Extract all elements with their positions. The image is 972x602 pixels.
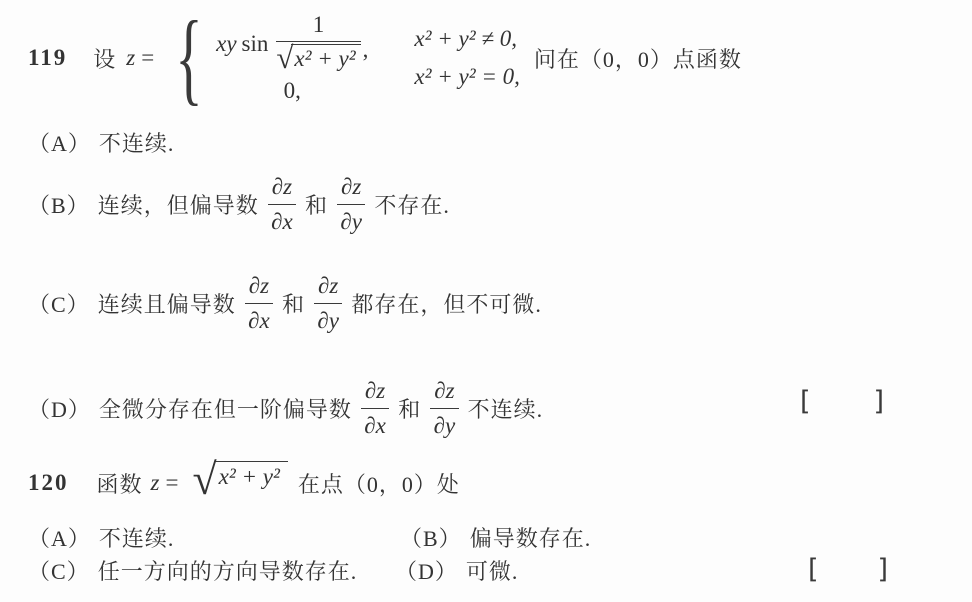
question-119-lead: 设 [93, 46, 117, 72]
option-a-text: 不连续. [98, 525, 175, 551]
option-c-pre: 连续且偏导数 [97, 291, 236, 317]
radical-sign: √ [276, 40, 294, 75]
expression-comma: , [362, 36, 369, 62]
fraction-denominator [276, 42, 360, 75]
q120-options-row-1 [28, 521, 591, 553]
right-bracket: ] [877, 554, 888, 585]
radicand: x² + y² [291, 44, 360, 72]
option-a-label: （A） [28, 130, 91, 156]
option-b-pre: 连续，但偏导数 [97, 192, 259, 218]
sin-function: sin [241, 30, 269, 56]
partial-denominator: ∂y [340, 208, 362, 234]
partial-denominator: ∂x [248, 307, 270, 333]
piecewise-definition [216, 12, 520, 104]
piecewise-expression-1 [216, 12, 368, 75]
sqrt-expression [192, 455, 287, 505]
left-bracket: [ [800, 386, 811, 417]
condition-zero: x² + y² = 0, [414, 64, 520, 89]
option-a-text: 不连续. [98, 130, 175, 156]
fraction-numerator: 1 [276, 12, 360, 42]
partial-numerator: ∂z [361, 378, 389, 409]
right-bracket: ] [873, 386, 884, 417]
partial-denominator: ∂x [271, 208, 293, 234]
question-119-tail: 问在（0，0）点函数 [533, 46, 742, 72]
radical-sign: √ [192, 455, 217, 504]
option-c-label: （C） [28, 558, 90, 584]
piecewise-expression-2: 0, [283, 78, 301, 103]
option-b-text: 偏导数存在. [469, 525, 592, 551]
option-d-text: 可微. [465, 558, 519, 584]
partial-numerator: ∂z [430, 378, 458, 409]
partial-numerator: ∂z [314, 273, 342, 304]
partial-z-partial-x [245, 273, 273, 334]
option-b-label: （B） [400, 525, 462, 551]
option-d-conjunction: 和 [398, 396, 422, 422]
equals-sign: = [141, 45, 155, 70]
q120-answer-brackets [808, 554, 888, 585]
partial-z-partial-y [337, 174, 365, 235]
question-120-lead: 函数 [96, 471, 143, 497]
option-b-conjunction: 和 [305, 192, 329, 218]
equals-sign: = [165, 470, 179, 495]
option-d-pre: 全微分存在但一阶偏导数 [98, 396, 352, 422]
fraction-one-over-sqrt [276, 12, 360, 75]
partial-denominator: ∂x [364, 412, 386, 438]
q120-option-a [28, 522, 400, 553]
q120-options-row-2 [28, 553, 518, 587]
partial-z-partial-y [314, 273, 342, 334]
option-d-label: （D） [395, 558, 458, 584]
option-a-label: （A） [28, 525, 91, 551]
cases-brace: { [175, 0, 203, 116]
condition-nonzero: x² + y² ≠ 0, [414, 26, 517, 51]
partial-z-partial-y [430, 378, 458, 439]
radicand: x² + y² [215, 461, 288, 490]
option-b-label: （B） [28, 192, 90, 218]
partial-numerator: ∂z [268, 174, 296, 205]
q120-option-d [395, 555, 518, 586]
question-119-number: 119 [28, 45, 68, 70]
q120-option-c [28, 555, 395, 586]
partial-z-partial-x [268, 174, 296, 235]
q120-option-b [400, 522, 591, 553]
left-bracket: [ [808, 554, 819, 585]
partial-numerator: ∂z [337, 174, 365, 205]
q119-option-b [28, 170, 450, 238]
q119-option-a [28, 126, 174, 158]
partial-denominator: ∂y [433, 412, 456, 438]
piecewise-expressions [216, 12, 368, 104]
option-c-conjunction: 和 [282, 291, 306, 317]
partial-z-partial-x [361, 378, 389, 439]
question-119-stem [28, 0, 742, 116]
option-d-label: （D） [28, 396, 91, 422]
q119-option-d [28, 366, 543, 450]
piecewise-conditions [414, 26, 520, 90]
q119-answer-brackets [800, 386, 884, 417]
option-b-post: 不存在. [374, 192, 450, 218]
partial-numerator: ∂z [245, 273, 273, 304]
xy-term: xy [216, 30, 237, 56]
question-120-stem [28, 453, 460, 513]
option-d-post: 不连续. [467, 396, 544, 422]
variable-z: z [150, 470, 160, 495]
variable-z: z [126, 45, 136, 70]
question-120-tail: 在点（0，0）处 [297, 471, 460, 497]
question-120-number: 120 [28, 470, 69, 495]
option-c-label: （C） [28, 291, 90, 317]
option-c-text: 任一方向的方向导数存在. [97, 558, 358, 584]
option-c-post: 都存在，但不可微. [351, 291, 542, 317]
q119-option-c [28, 262, 542, 344]
partial-denominator: ∂y [317, 307, 339, 333]
